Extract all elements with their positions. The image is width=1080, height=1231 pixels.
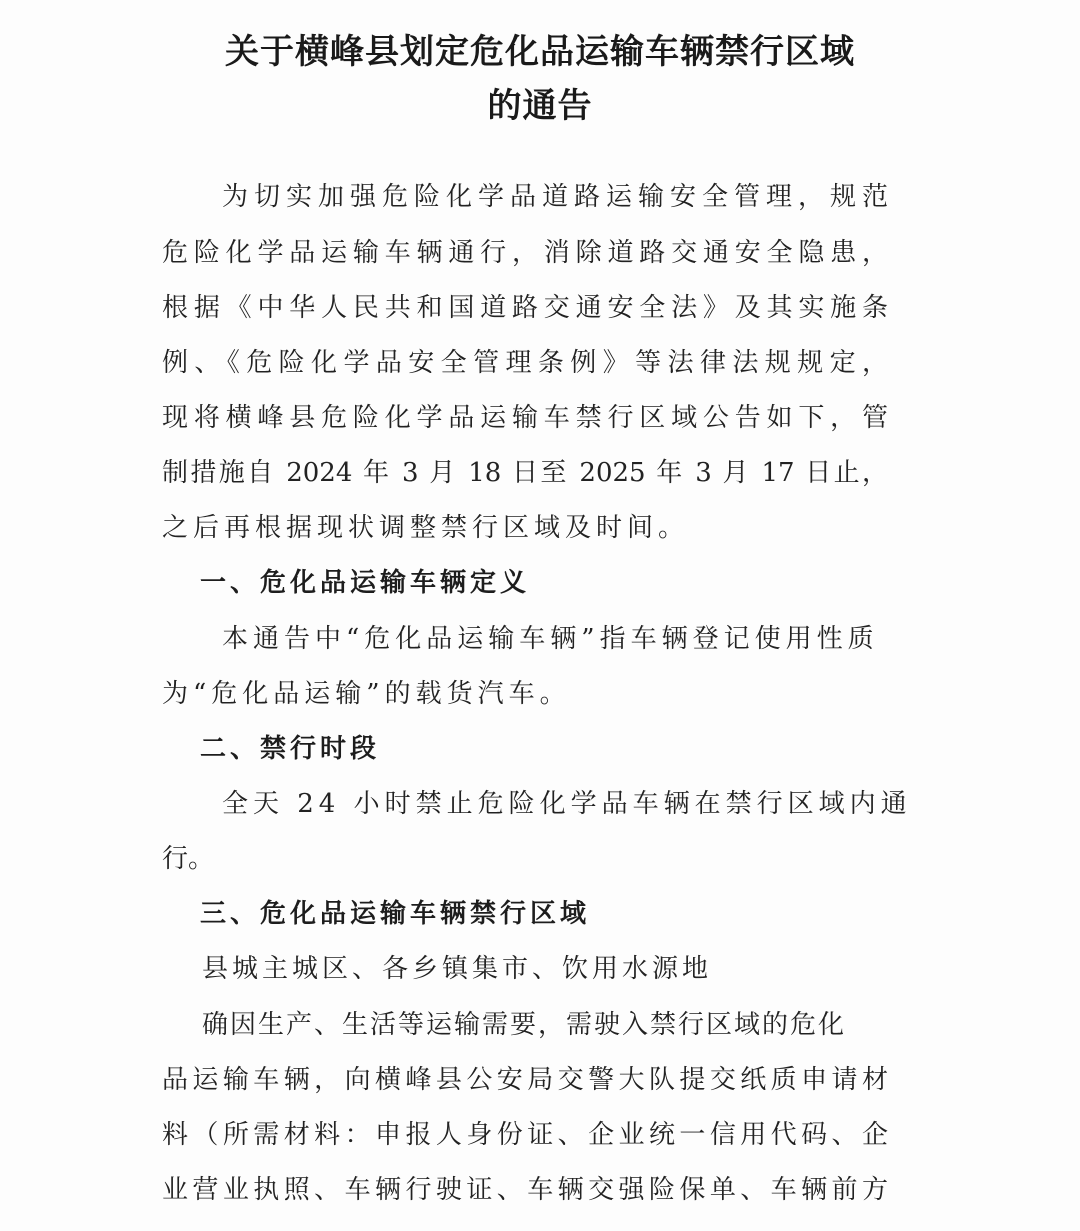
section-2-heading: 二、禁行时段 xyxy=(200,734,381,764)
document-title-line-1: 关于横峰县划定危化品运输车辆禁行区域 xyxy=(225,32,855,72)
section-3-heading: 三、危化品运输车辆禁行区域 xyxy=(200,899,591,929)
intro-line-3: 根据《中华人民共和国道路交通安全法》及其实施条 xyxy=(162,293,888,323)
intro-line-7: 之后再根据现状调整禁行区域及时间。 xyxy=(162,513,690,543)
section-3-line-5: 业营业执照、车辆行驶证、车辆交强险保单、车辆前方 xyxy=(162,1175,888,1205)
section-1-heading: 一、危化品运输车辆定义 xyxy=(200,568,531,598)
intro-line-4: 例、《危险化学品安全管理条例》等法律法规规定， xyxy=(162,348,888,378)
intro-line-1: 为切实加强危险化学品道路运输安全管理，规范 xyxy=(222,182,895,212)
section-1-line-2: 为“危化品运输”的载货汽车。 xyxy=(162,679,571,709)
section-2-line-2: 行。 xyxy=(162,844,215,874)
document-title-line-2: 的通告 xyxy=(487,86,593,126)
section-2-line-1: 全天 24 小时禁止危险化学品车辆在禁行区域内通 xyxy=(222,789,912,819)
section-3-line-1: 县城主城区、各乡镇集市、饮用水源地 xyxy=(202,954,713,984)
intro-line-2: 危险化学品运输车辆通行，消除道路交通安全隐患， xyxy=(162,238,888,268)
section-3-line-3: 品运输车辆，向横峰县公安局交警大队提交纸质申请材 xyxy=(162,1065,888,1095)
section-1-line-1: 本通告中“危化品运输车辆”指车辆登记使用性质 xyxy=(222,624,879,654)
intro-line-6: 制措施自 2024 年 3 月 18 日至 2025 年 3 月 17 日止， xyxy=(162,458,888,488)
intro-line-5: 现将横峰县危险化学品运输车禁行区域公告如下，管 xyxy=(162,403,888,433)
section-3-line-4: 料（所需材料：申报人身份证、企业统一信用代码、企 xyxy=(162,1120,888,1150)
section-3-line-2: 确因生产、生活等运输需要，需驶入禁行区域的危化 xyxy=(202,1010,847,1040)
